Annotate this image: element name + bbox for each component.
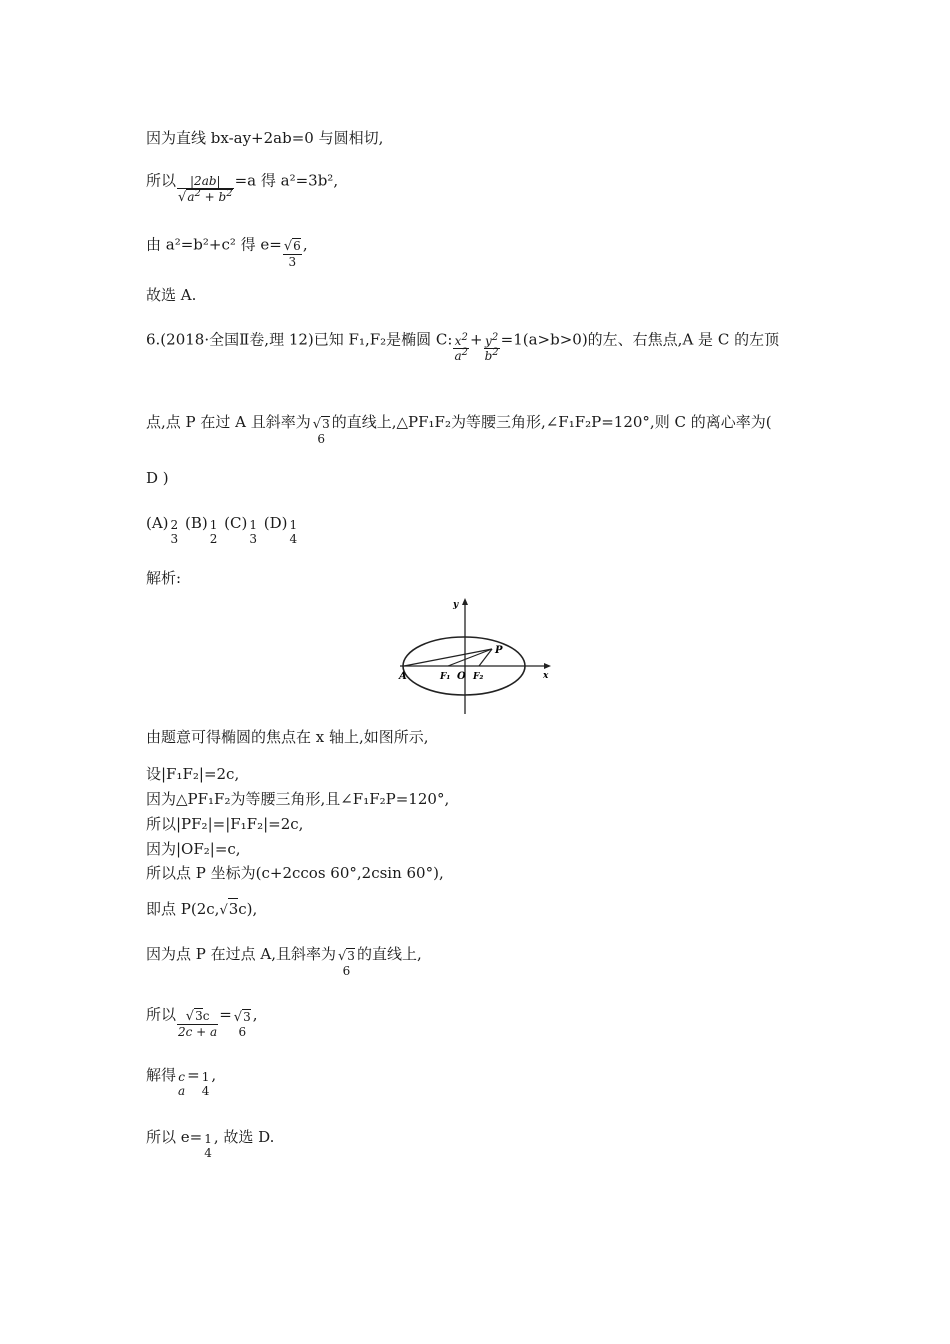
text-line: 故选 A. — [146, 286, 197, 304]
text-line: 即点 P(2c,√3c), — [146, 900, 258, 918]
label-F2: F₂ — [473, 672, 484, 682]
fraction: √3 6 — [338, 949, 355, 978]
option-c-fraction: 1 3 — [249, 518, 257, 546]
option-c-label: (C) — [224, 514, 248, 532]
radical-sign: √ — [178, 190, 187, 205]
text-fragment: =a 得 a²=3b², — [234, 171, 339, 190]
numerator: |2ab| — [190, 174, 221, 188]
fraction — [283, 238, 302, 269]
text-fragment: , 故选 D. — [213, 1128, 275, 1146]
text-fragment: =1(a>b>0)的左、右焦点,A 是 C 的左顶 — [500, 330, 780, 349]
text-line — [146, 166, 339, 205]
text-line: 因为△PF₁F₂为等腰三角形,且∠F₁F₂P=120°, — [146, 790, 450, 808]
fraction: c a — [178, 1070, 186, 1098]
text-fragment: 所以 — [146, 171, 177, 190]
text-line: 所以点 P 坐标为(c+2ccos 60°,2csin 60°), — [146, 864, 444, 882]
fraction: $\frac{y^2}{b^2}$ — [484, 332, 499, 363]
numerator: √6 — [283, 239, 301, 254]
radicand: 3 — [228, 900, 239, 918]
option-a-fraction: 2 3 — [170, 518, 179, 546]
text-fragment: 6.(2018·全国Ⅱ卷,理 12)已知 F₁,F₂是椭圆 C: — [146, 330, 453, 349]
text-line — [146, 230, 308, 269]
text-fragment: 的直线上,△PF₁F₂为等腰三角形,∠F₁F₂P=120°,则 C 的离心率为( — [331, 413, 772, 431]
text-fragment: 即点 P(2c, — [146, 900, 220, 918]
option-d-fraction: 1 4 — [289, 518, 298, 546]
fraction: √3 6 — [312, 417, 330, 446]
text-line: 因为直线 bx-ay+2ab=0 与圆相切, — [146, 129, 384, 147]
text-fragment: 由 a²=b²+c² 得 e= — [146, 235, 282, 254]
text-fragment: 解得 — [146, 1066, 177, 1084]
text-fragment: 所以 — [146, 1005, 177, 1024]
fraction: 1 4 — [201, 1070, 210, 1098]
fraction: √3 6 — [233, 1009, 251, 1039]
radicand-b: b — [218, 190, 227, 204]
analysis-label: 解析: — [146, 569, 182, 587]
label-O: O — [457, 671, 466, 682]
question-6-line-1: 6.(2018·全国Ⅱ卷,理 12)已知 F₁,F₂是椭圆 C: $\frac{x^2}{a^2}$ + $\frac{y^2}{b^2}$ =1(a>b>0)的左、右焦点,A 是 C 的左顶 — [146, 330, 780, 363]
label-x: x — [543, 671, 549, 681]
line-AP — [404, 649, 492, 666]
text-line: 因为|OF₂|=c, — [146, 840, 241, 858]
ellipse-figure — [396, 596, 556, 721]
text-line: 由题意可得椭圆的焦点在 x 轴上,如图所示, — [146, 728, 429, 746]
option-d-label: (D) — [263, 514, 288, 532]
text-fragment: 因为点 P 在过点 A,且斜率为 — [146, 945, 336, 963]
answer-line: D ) — [146, 469, 169, 487]
text-fragment: 的直线上, — [356, 945, 422, 963]
fraction: $\frac{√3c}{2c + a}$ — [178, 1009, 218, 1039]
text-line: 所以 $\frac{√3c}{2c + a}$ = √3 6 , — [146, 1005, 258, 1039]
text-line: 所以|PF₂|=|F₁F₂|=2c, — [146, 815, 304, 833]
y-axis-arrow — [462, 598, 468, 605]
label-F1: F₁ — [440, 672, 451, 682]
option-b-label: (B) — [184, 514, 208, 532]
label-A: A — [399, 671, 407, 682]
fraction — [177, 174, 234, 205]
text-line: 设|F₁F₂|=2c, — [146, 765, 240, 783]
label-P: P — [495, 645, 503, 656]
denominator: 3 — [283, 254, 302, 269]
label-y: y — [453, 600, 459, 610]
text-line — [146, 1124, 275, 1160]
fraction: $\frac{x^2}{a^2}$ — [454, 332, 468, 363]
text-fragment: , — [302, 235, 308, 254]
text-line: 解得 c a = 1 4 , — [146, 1066, 217, 1098]
text-fragment: c), — [238, 900, 258, 918]
radicand-a: a — [187, 190, 195, 204]
text-fragment: 点,点 P 在过 A 且斜率为 — [146, 413, 311, 431]
denominator: $√a^2 + b^2$ — [178, 188, 233, 205]
option-a-label: (A) — [146, 514, 169, 532]
fraction: 1 4 — [204, 1132, 212, 1160]
option-b-fraction: 1 2 — [209, 518, 218, 546]
x-axis-arrow — [544, 663, 551, 669]
question-6-line-2 — [146, 408, 772, 446]
options-line — [146, 510, 299, 546]
text-line — [146, 940, 422, 978]
text-fragment: 所以 e= — [146, 1128, 203, 1146]
